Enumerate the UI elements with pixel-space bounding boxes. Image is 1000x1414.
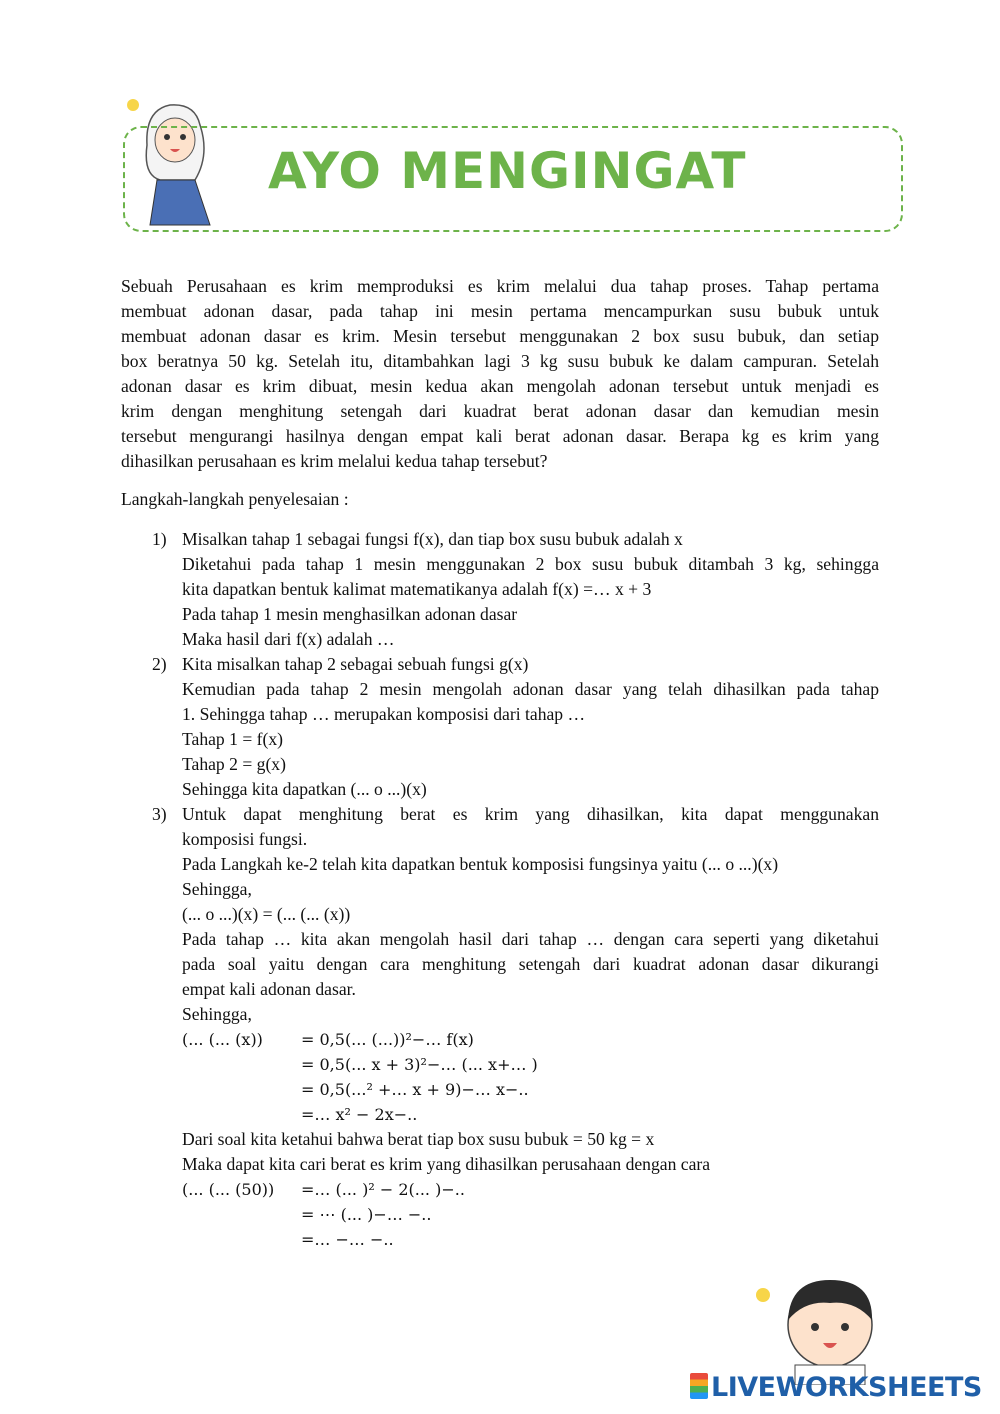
boy-illustration <box>735 1265 895 1385</box>
page-title: AYO MENGINGAT <box>268 142 747 200</box>
text-line: box beratnya 50 kg. Setelah itu, ditambahkan lagi 3 kg susu bubuk ke dalam campuran. Setelah <box>121 351 879 371</box>
calc-line: =… x² − 2x−.. <box>301 1105 418 1124</box>
text-line: Sebuah Perusahaan es krim memproduksi es krim melalui dua tahap proses. Tahap pertama <box>121 276 879 296</box>
step-line: Kemudian pada tahap 2 mesin mengolah adonan dasar yang telah dihasilkan pada tahap <box>182 679 879 699</box>
step-line: Dari soal kita ketahui bahwa berat tiap box susu bubuk = 50 kg = x <box>182 1129 655 1149</box>
steps-list <box>121 527 879 1252</box>
text-line: krim dengan menghitung setengah dari kuadrat berat adonan dasar dan kemudian mesin <box>121 401 879 421</box>
step-line: Pada tahap … kita akan mengolah hasil dari tahap … dengan cara seperti yang diketahui <box>182 929 879 949</box>
text-line: membuat adonan dasar es krim. Mesin tersebut menggunakan 2 box susu bubuk, dan setiap <box>121 326 879 346</box>
text-line: dihasilkan perusahaan es krim melalui kedua tahap tersebut? <box>121 451 548 471</box>
step-number: 3) <box>152 804 167 824</box>
step-line: Pada tahap 1 mesin menghasilkan adonan dasar <box>182 604 518 624</box>
step-line: Sehingga, <box>182 1004 252 1024</box>
step-line: Tahap 1 = f(x) <box>182 729 284 749</box>
problem-paragraph <box>121 274 879 474</box>
steps-heading: Langkah-langkah penyelesaian : <box>121 489 349 509</box>
liveworksheets-logo <box>690 1372 982 1403</box>
step-line: kita dapatkan bentuk kalimat matematikanya adalah f(x) =… x + 3 <box>182 579 652 599</box>
logo-text: LIVEWORKSHEETS <box>711 1372 982 1403</box>
step-line: Pada Langkah ke-2 telah kita dapatkan bentuk komposisi fungsinya yaitu (... o ...)(x) <box>182 854 779 874</box>
step-line: Sehingga kita dapatkan (... o ...)(x) <box>182 779 427 799</box>
step-line: Misalkan tahap 1 sebagai fungsi f(x), dan tiap box susu bubuk adalah x <box>182 529 683 549</box>
step-line: Maka hasil dari f(x) adalah … <box>182 629 395 649</box>
calc-line: = 0,5(... x + 3)²−… (... x+… ) <box>301 1055 538 1074</box>
calc-line: = 0,5(...² +… x + 9)−… x−.. <box>301 1080 529 1099</box>
step-line: Maka dapat kita cari berat es krim yang dihasilkan perusahaan dengan cara <box>182 1154 711 1174</box>
step-line: Diketahui pada tahap 1 mesin menggunakan 2 box susu bubuk ditambah 3 kg, sehingga <box>182 554 879 574</box>
text-line: membuat adonan dasar, pada tahap ini mesin pertama mencampurkan susu bubuk untuk <box>121 301 879 321</box>
step-number: 1) <box>152 529 167 549</box>
step-number: 2) <box>152 654 167 674</box>
calc-lhs: (... (... (50)) <box>182 1180 275 1199</box>
step-line: (... o ...)(x) = (... (... (x)) <box>182 904 351 924</box>
step-line: Untuk dapat menghitung berat es krim yang dihasilkan, kita dapat menggunakan <box>182 804 879 824</box>
step-line: 1. Sehingga tahap … merupakan komposisi dari tahap … <box>182 704 586 724</box>
step-line: Kita misalkan tahap 2 sebagai sebuah fungsi g(x) <box>182 654 529 674</box>
step-line: Sehingga, <box>182 879 252 899</box>
step-line: komposisi fungsi. <box>182 829 308 849</box>
text-line: adonan dasar es krim dibuat, mesin kedua akan mengolah adonan tersebut untuk menjadi es <box>121 376 879 396</box>
step-line: empat kali adonan dasar. <box>182 979 356 999</box>
step-line: pada soal yaitu dengan cara menghitung setengah dari kuadrat adonan dasar dikurangi <box>182 954 879 974</box>
calc-line: =… (... )² − 2(... )−.. <box>301 1180 465 1199</box>
text-line: tersebut mengurangi hasilnya dengan empat kali berat adonan dasar. Berapa kg es krim yang <box>121 426 879 446</box>
calc-line: = 0,5(... (...))²−… f(x) <box>301 1030 474 1049</box>
step-line: Tahap 2 = g(x) <box>182 754 286 774</box>
calc-lhs: (... (... (x)) <box>182 1030 263 1049</box>
calc-line: = ⋯ (... )−… −.. <box>301 1205 432 1224</box>
calc-line: =… −… −.. <box>301 1230 394 1249</box>
live-icon <box>690 1373 708 1399</box>
